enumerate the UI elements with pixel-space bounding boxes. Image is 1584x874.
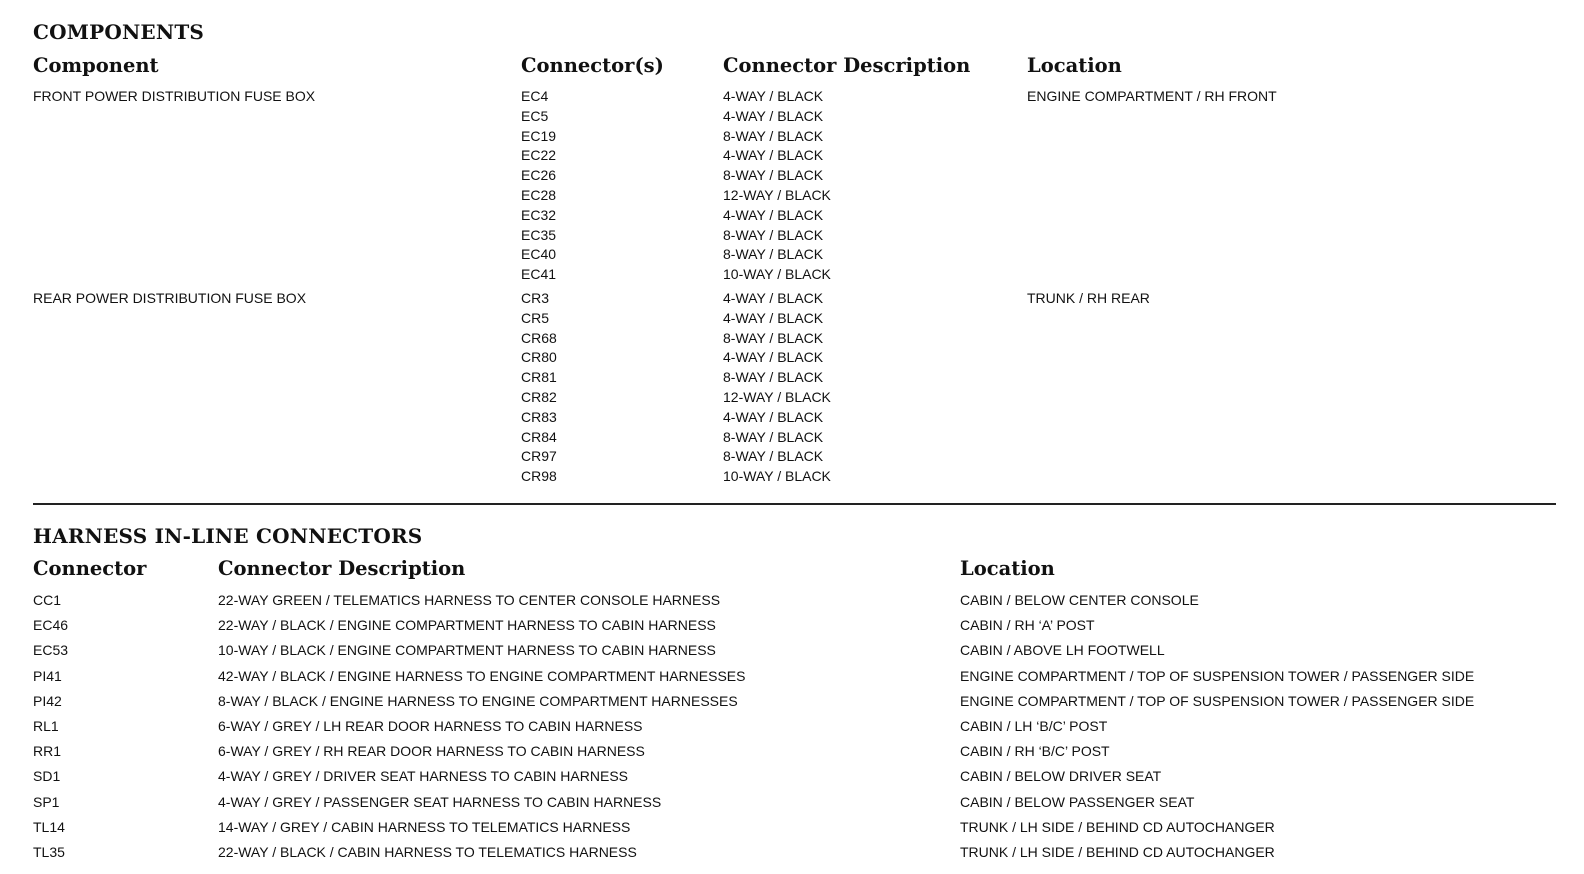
harness-connector-id: PI42 (33, 693, 62, 709)
connector-id: CR68 (521, 330, 557, 346)
harness-connector-location: CABIN / ABOVE LH FOOTWELL (960, 642, 1165, 658)
connector-id: EC5 (521, 108, 549, 124)
connector-id: EC26 (521, 167, 557, 183)
harness-connector-id: PI41 (33, 668, 62, 684)
connectors-column-header: Connector(s) (521, 54, 664, 77)
connector-id: EC4 (521, 88, 549, 104)
connector-description: 8-WAY / BLACK (723, 330, 824, 346)
connector-id: CR3 (521, 290, 550, 306)
harness-connector-description: 42-WAY / BLACK / ENGINE HARNESS TO ENGINE COMPARTMENT HARNESSES (218, 668, 746, 684)
connector-id: EC32 (521, 207, 557, 223)
harness-connector-location: TRUNK / LH SIDE / BEHIND CD AUTOCHANGER (960, 844, 1275, 860)
connector-description-column-header: Connector Description (723, 54, 971, 77)
harness-connector-description: 22-WAY GREEN / TELEMATICS HARNESS TO CENTER CONSOLE HARNESS (218, 592, 721, 608)
harness-connector-description: 10-WAY / BLACK / ENGINE COMPARTMENT HARNESS TO CABIN HARNESS (218, 642, 716, 658)
harness-connector-location: CABIN / BELOW CENTER CONSOLE (960, 592, 1199, 608)
connector-id: CR5 (521, 310, 550, 326)
harness-connector-location: TRUNK / LH SIDE / BEHIND CD AUTOCHANGER (960, 819, 1275, 835)
component-location: TRUNK / RH REAR (1027, 290, 1150, 306)
connector-id: CR83 (521, 409, 557, 425)
harness-connector-id: RL1 (33, 718, 59, 734)
harness-connector-id: TL35 (33, 844, 65, 860)
connector-description: 12-WAY / BLACK (723, 389, 831, 405)
harness-connector-column-header: Connector (33, 557, 147, 580)
harness-connector-id: SP1 (33, 794, 60, 810)
harness-connector-description: 6-WAY / GREY / LH REAR DOOR HARNESS TO CABIN HARNESS (218, 718, 643, 734)
component-name: FRONT POWER DISTRIBUTION FUSE BOX (33, 88, 316, 104)
connector-description: 8-WAY / BLACK (723, 167, 824, 183)
connector-id: EC19 (521, 128, 557, 144)
connector-description: 8-WAY / BLACK (723, 246, 824, 262)
harness-connector-id: CC1 (33, 592, 62, 608)
harness-section-title: HARNESS IN-LINE CONNECTORS (33, 524, 423, 548)
connector-id: EC22 (521, 147, 557, 163)
connector-id: CR82 (521, 389, 557, 405)
connector-id: CR80 (521, 349, 557, 365)
connector-id: EC40 (521, 246, 557, 262)
connector-description: 4-WAY / BLACK (723, 290, 824, 306)
component-name: REAR POWER DISTRIBUTION FUSE BOX (33, 290, 307, 306)
harness-connector-description: 22-WAY / BLACK / CABIN HARNESS TO TELEMATICS HARNESS (218, 844, 637, 860)
connector-description: 4-WAY / BLACK (723, 409, 824, 425)
harness-connector-id: EC46 (33, 617, 69, 633)
harness-connector-description: 4-WAY / GREY / PASSENGER SEAT HARNESS TO CABIN HARNESS (218, 794, 662, 810)
harness-location-column-header: Location (960, 557, 1055, 580)
harness-connector-description: 14-WAY / GREY / CABIN HARNESS TO TELEMATICS HARNESS (218, 819, 631, 835)
harness-connector-location: CABIN / RH ‘B/C’ POST (960, 743, 1110, 759)
connector-description: 8-WAY / BLACK (723, 429, 824, 445)
harness-connector-location: CABIN / RH ‘A’ POST (960, 617, 1095, 633)
connector-id: CR98 (521, 468, 557, 484)
connector-description: 8-WAY / BLACK (723, 369, 824, 385)
connector-id: EC28 (521, 187, 557, 203)
connector-description: 8-WAY / BLACK (723, 227, 824, 243)
connector-description: 8-WAY / BLACK (723, 128, 824, 144)
connector-description: 12-WAY / BLACK (723, 187, 831, 203)
section-divider (33, 503, 1556, 505)
harness-connector-location: ENGINE COMPARTMENT / TOP OF SUSPENSION TOWER / PASSENGER SIDE (960, 668, 1475, 684)
connector-description: 4-WAY / BLACK (723, 88, 824, 104)
connector-description: 10-WAY / BLACK (723, 266, 831, 282)
connector-description: 4-WAY / BLACK (723, 310, 824, 326)
connector-id: EC41 (521, 266, 557, 282)
components-section-title: COMPONENTS (33, 20, 205, 44)
connector-id: CR84 (521, 429, 557, 445)
connector-description: 4-WAY / BLACK (723, 349, 824, 365)
connector-description: 4-WAY / BLACK (723, 207, 824, 223)
harness-connector-location: ENGINE COMPARTMENT / TOP OF SUSPENSION TOWER / PASSENGER SIDE (960, 693, 1475, 709)
harness-connector-description: 6-WAY / GREY / RH REAR DOOR HARNESS TO CABIN HARNESS (218, 743, 645, 759)
connector-id: EC35 (521, 227, 557, 243)
harness-connector-location: CABIN / BELOW DRIVER SEAT (960, 768, 1162, 784)
connector-id: CR97 (521, 448, 557, 464)
harness-connector-description: 22-WAY / BLACK / ENGINE COMPARTMENT HARNESS TO CABIN HARNESS (218, 617, 716, 633)
connector-description: 4-WAY / BLACK (723, 108, 824, 124)
harness-connector-id: EC53 (33, 642, 69, 658)
harness-description-column-header: Connector Description (218, 557, 466, 580)
connector-description: 8-WAY / BLACK (723, 448, 824, 464)
harness-connector-id: RR1 (33, 743, 62, 759)
connector-description: 4-WAY / BLACK (723, 147, 824, 163)
harness-connector-id: TL14 (33, 819, 65, 835)
connector-id: CR81 (521, 369, 557, 385)
component-column-header: Component (33, 54, 159, 77)
harness-connector-location: CABIN / LH ‘B/C’ POST (960, 718, 1108, 734)
harness-connector-description: 4-WAY / GREY / DRIVER SEAT HARNESS TO CABIN HARNESS (218, 768, 628, 784)
harness-connector-id: SD1 (33, 768, 61, 784)
component-location: ENGINE COMPARTMENT / RH FRONT (1027, 88, 1277, 104)
location-column-header: Location (1027, 54, 1122, 77)
harness-connector-location: CABIN / BELOW PASSENGER SEAT (960, 794, 1195, 810)
harness-connector-description: 8-WAY / BLACK / ENGINE HARNESS TO ENGINE COMPARTMENT HARNESSES (218, 693, 738, 709)
connector-description: 10-WAY / BLACK (723, 468, 831, 484)
